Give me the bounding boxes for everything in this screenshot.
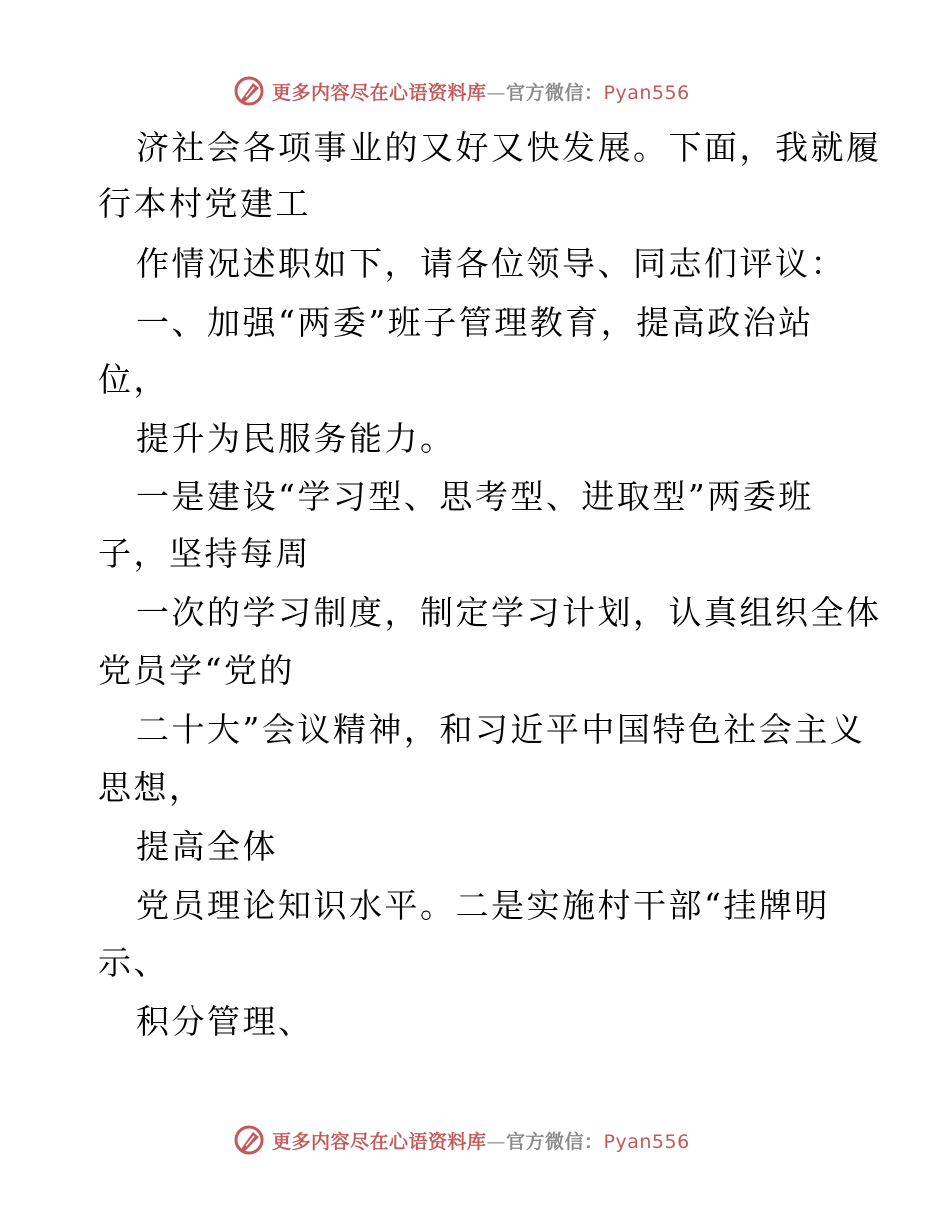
body-line: 位， xyxy=(98,360,169,399)
body-line: 党员理论知识水平。二是实施村干部“挂牌明 xyxy=(136,886,830,925)
watermark-brand: 更多内容尽在心语资料库 xyxy=(272,1130,487,1153)
body-line: 行本村党建工 xyxy=(98,184,311,223)
pen-nib-circle-icon xyxy=(232,74,266,108)
body-line: 示、 xyxy=(98,943,169,982)
watermark-separator: — xyxy=(486,81,507,104)
body-line: 提升为民服务能力。 xyxy=(136,419,456,458)
body-line: 党员学“党的 xyxy=(98,651,295,690)
body-line: 作情况述职如下，请各位领导、同志们评议： xyxy=(136,244,846,283)
body-line: 一、加强“两委”班子管理教育，提高政治站 xyxy=(136,303,814,342)
body-line: 济社会各项事业的又好又快发展。下面，我就履 xyxy=(136,128,882,167)
body-line: 子，坚持每周 xyxy=(98,534,311,573)
watermark-brand: 更多内容尽在心语资料库 xyxy=(272,81,487,104)
footer-watermark xyxy=(232,1123,690,1157)
body-line: 思想， xyxy=(98,768,205,807)
watermark-id: Pyan556 xyxy=(603,1130,690,1153)
watermark-separator: — xyxy=(486,1130,507,1153)
body-line: 积分管理、 xyxy=(136,1002,314,1041)
header-watermark xyxy=(232,74,690,108)
body-line: 二十大”会议精神，和习近平中国特色社会主义 xyxy=(136,710,866,749)
body-line: 一是建设“学习型、思考型、进取型”两委班 xyxy=(136,477,814,516)
pen-nib-circle-icon xyxy=(232,1123,266,1157)
watermark-label: 官方微信： xyxy=(506,1130,604,1153)
watermark-id: Pyan556 xyxy=(603,81,690,104)
body-line: 一次的学习制度，制定学习计划，认真组织全体 xyxy=(136,593,882,632)
watermark-label: 官方微信： xyxy=(506,81,604,104)
body-line: 提高全体 xyxy=(136,827,278,866)
